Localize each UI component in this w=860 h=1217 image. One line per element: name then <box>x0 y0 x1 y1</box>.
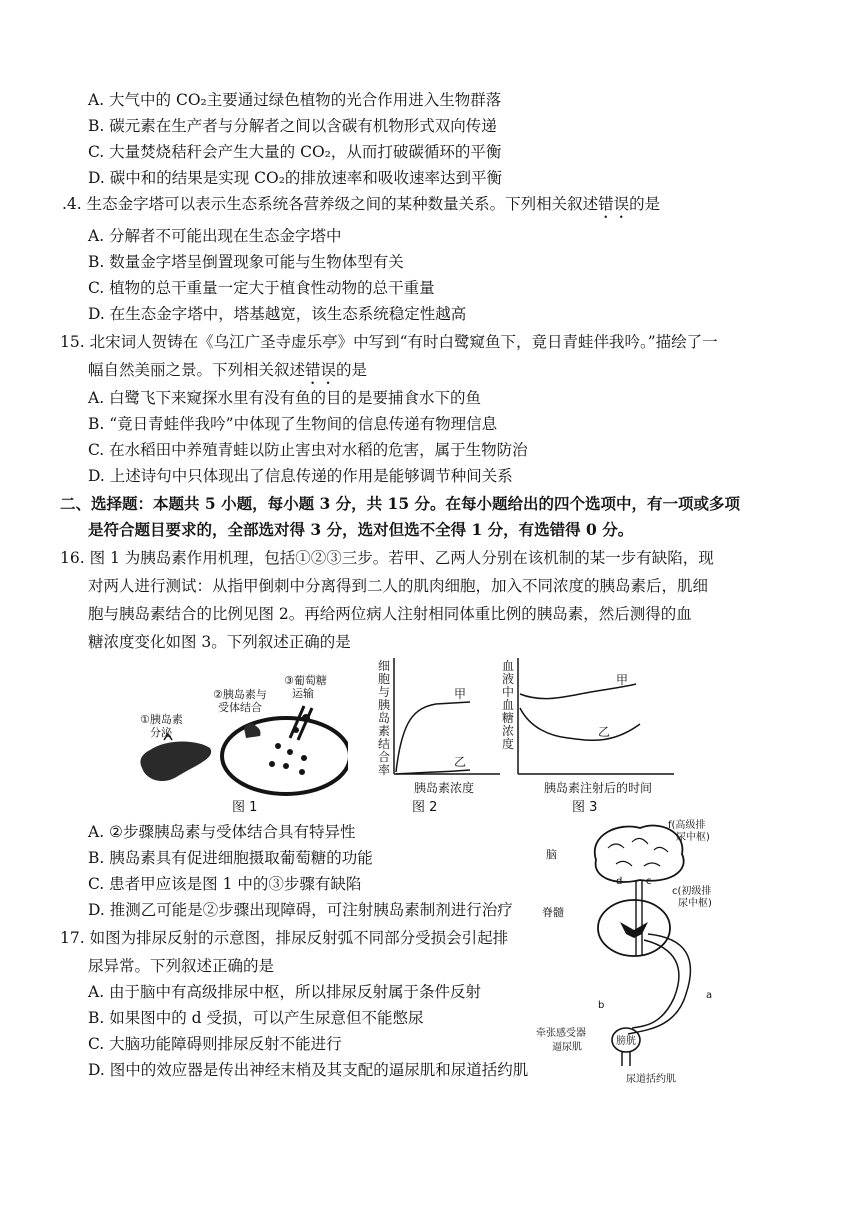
q16-option-c: C. 患者甲应该是图 1 中的③步骤有缺陷 <box>88 875 362 893</box>
fig2-ylabel-text: 细胞与胰岛素结合率 <box>378 659 391 777</box>
fig3-series-yi-line <box>520 708 640 740</box>
q14-option-c: C. 植物的总干重量一定大于植食性动物的总干重量 <box>88 279 435 297</box>
brain-shape <box>595 826 684 882</box>
fig3-ylabel-text: 血液中血糖浓度 <box>502 659 515 751</box>
q13-option-d: D. 碳中和的结果是实现 CO₂的排放速率和吸收速率达到平衡 <box>88 169 502 187</box>
fig1-step1-sub: 分泌 <box>150 726 172 739</box>
fig4-spine-label: 脊髓 <box>542 906 564 919</box>
fig4-d-label: d <box>616 876 623 887</box>
fig4-b-label: b <box>598 1000 605 1011</box>
figure-1-insulin-mechanism <box>128 668 348 798</box>
q15-option-b: B. “竟日青蛙伴我吟”中体现了生物间的信息传递有物理信息 <box>88 415 498 433</box>
q17-option-d: D. 图中的效应器是传出神经末梢及其支配的逼尿肌和尿道括约肌 <box>88 1061 529 1079</box>
section2-instruction-line2: 是符合题目要求的，全部选对得 3 分，选对但选不全得 1 分，有选错得 0 分。 <box>88 520 634 539</box>
fig1-step1-label: ①胰岛素 <box>140 713 183 726</box>
q15-option-c: C. 在水稻田中养殖青蛙以防止害虫对水稻的危害，属于生物防治 <box>88 441 528 459</box>
fig4-f-label: f(高级排 <box>668 820 706 831</box>
fig3-series-jia-label: 甲 <box>616 673 629 687</box>
fig4-detrusor-label: 逼尿肌 <box>552 1042 582 1053</box>
fig2-ylabel <box>378 659 390 777</box>
fig4-stretch-label: 牵张感受器 <box>536 1028 586 1039</box>
section2-instruction-line1: 二、选择题：本题共 5 小题，每小题 3 分，共 15 分。在每小题给出的四个选项中，有一项或多项 <box>60 494 741 513</box>
fig4-brain-label: 脑 <box>546 848 557 861</box>
q14-stem-text: .4. 生态金字塔可以表示生态系统各营养级之间的某种数量关系。下列相关叙述 <box>62 195 599 213</box>
figure-2-chart <box>366 650 506 800</box>
fig4-c-label: c <box>646 876 652 887</box>
q16-stem-line2: 对两人进行测试：从指甲倒刺中分离得到二人的肌肉细胞，加入不同浓度的胰岛素后，肌细 <box>88 577 709 595</box>
q17-stem-line2: 尿异常。下列叙述正确的是 <box>88 957 275 975</box>
q16-stem-line4: 糖浓度变化如图 3。下列叙述正确的是 <box>88 633 351 651</box>
pancreas-shape <box>140 742 211 782</box>
fig4-a-label: a <box>706 990 713 1001</box>
fig4-c-center-label2: 尿中枢) <box>678 898 712 909</box>
fig4-sphincter-label: 尿道括约肌 <box>626 1074 676 1085</box>
q16-option-d: D. 推测乙可能是②步骤出现障碍，可注射胰岛素制剂进行治疗 <box>88 901 513 919</box>
q15-option-a: A. 白鹭飞下来窥探水里有没有鱼的目的是要捕食水下的鱼 <box>88 389 482 407</box>
efferent-nerve-b <box>632 940 679 1028</box>
fig1-caption: 图 1 <box>232 800 258 815</box>
fig4-f-label2: 尿中枢) <box>676 832 710 843</box>
fig1-step3-sub: 运输 <box>292 687 314 700</box>
fig2-xlabel: 胰岛素浓度 <box>414 781 475 795</box>
q17-option-b: B. 如果图中的 d 受损，可以产生尿意但不能憋尿 <box>88 1009 424 1027</box>
fig1-step2-label: ②胰岛素与 <box>213 688 267 701</box>
cell-membrane-shape <box>222 718 348 794</box>
receptor-shape <box>244 723 261 738</box>
fig2-series-jia-label: 甲 <box>454 687 467 701</box>
q17-option-a: A. 由于脑中有高级排尿中枢，所以排尿反射属于条件反射 <box>88 983 482 1001</box>
q16-stem-line3: 胞与胰岛素结合的比例见图 2。再给两位病人注射相同体重比例的胰岛素，然后测得的血 <box>88 605 692 623</box>
q16-option-b: B. 胰岛素具有促进细胞摄取葡萄糖的功能 <box>88 849 373 867</box>
fig1-step2-sub: 受体结合 <box>218 701 262 714</box>
spinal-cord-shape <box>598 900 670 956</box>
q14-option-a: A. 分解者不可能出现在生态金字塔中 <box>88 227 342 245</box>
q14-option-d: D. 在生态金字塔中，塔基越宽，该生态系统稳定性越高 <box>88 305 467 323</box>
q15-option-d: D. 上述诗句中只体现出了信息传递的作用是能够调节种间关系 <box>88 467 513 485</box>
fig1-step3-label: ③葡萄糖 <box>284 674 327 687</box>
q15-stem-tail: 的是 <box>336 361 368 379</box>
q14-emphasis: 错误 <box>598 195 630 213</box>
q16-stem-line1: 16. 图 1 为胰岛素作用机理，包括①②③三步。若甲、乙两人分别在该机制的某一步有缺陷，现 <box>60 549 714 567</box>
q15-emphasis: 错误 <box>305 361 337 379</box>
fig4-c-center-label: c(初级排 <box>672 886 712 897</box>
fig3-caption: 图 3 <box>572 800 598 815</box>
fig4-bladder-label: 膀胱 <box>616 1036 636 1047</box>
q14-stem-tail: 的是 <box>629 195 661 213</box>
q14-stem <box>0 192 660 222</box>
fig2-caption: 图 2 <box>412 800 438 815</box>
q13-option-a: A. 大气中的 CO₂主要通过绿色植物的光合作用进入生物群落 <box>88 91 502 109</box>
q13-option-b: B. 碳元素在生产者与分解者之间以含碳有机物形式双向传递 <box>88 117 497 135</box>
q17-option-c: C. 大脑功能障碍则排尿反射不能进行 <box>88 1035 342 1053</box>
fig2-series-yi-label: 乙 <box>454 755 467 769</box>
q14-option-b: B. 数量金字塔呈倒置现象可能与生物体型有关 <box>88 253 404 271</box>
fig3-series-yi-label: 乙 <box>598 725 611 739</box>
q15-stem-line2 <box>0 358 367 388</box>
q13-option-c: C. 大量焚烧秸秆会产生大量的 CO₂，从而打破碳循环的平衡 <box>88 143 502 161</box>
fig3-ylabel <box>502 659 514 751</box>
q15-stem-line1: 15. 北宋词人贺铸在《乌江广圣寺虚乐亭》中写到“有时白鹭窥鱼下，竟日青蛙伴我吟。”描绘了一 <box>60 333 718 351</box>
fig3-xlabel: 胰岛素注射后的时间 <box>544 781 653 795</box>
figure-3-chart <box>490 650 680 800</box>
q15-stem-text: 幅自然美丽之景。下列相关叙述 <box>88 361 306 379</box>
q16-option-a: A. ②步骤胰岛素与受体结合具有特异性 <box>88 823 356 841</box>
q17-stem-line1: 17. 如图为排尿反射的示意图，排尿反射弧不同部分受损会引起排 <box>60 929 509 947</box>
figure-urination-reflex-diagram <box>536 818 746 1090</box>
